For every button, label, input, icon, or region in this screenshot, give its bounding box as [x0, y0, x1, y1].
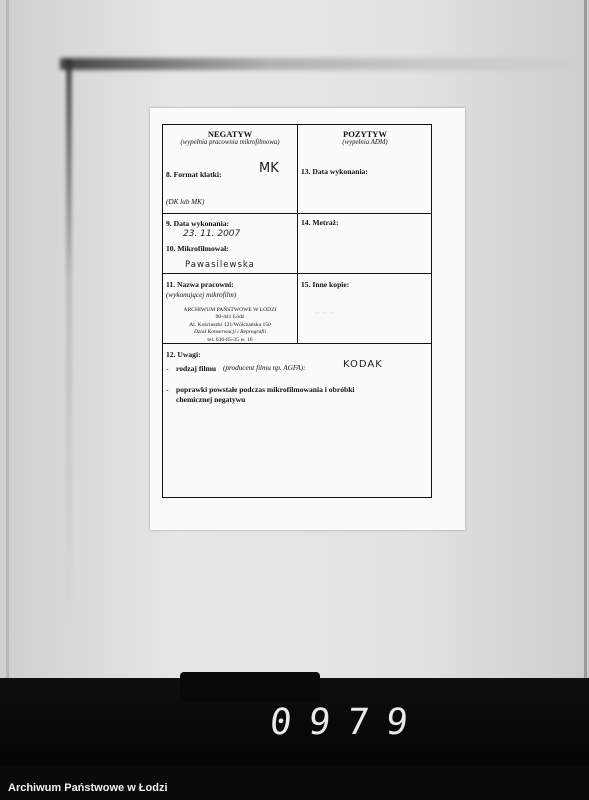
- stamp-line-3: Al. Kościuszki 121/Wólczańska 150: [189, 321, 271, 328]
- microfilm-form: [162, 124, 432, 498]
- frame-counter: 0979: [267, 702, 427, 743]
- stamp-line-4: Dział Konserwacji i Reprografii: [193, 329, 267, 336]
- field-8-note: (DK lub MK): [166, 198, 205, 206]
- stamp-line-5: tel. 636-85-35 w. 16: [207, 336, 253, 343]
- pozytyw-subtitle: (wypełnia ADM): [342, 139, 388, 146]
- film-type-note: (producent filmu np. AGFA):: [223, 364, 306, 372]
- film-shadow-left: [66, 60, 72, 620]
- corrections-text-cont: chemicznej negatywu: [176, 395, 246, 404]
- film-shadow-top: [60, 58, 580, 70]
- field-10-label: 10. Mikrofilmował:: [166, 244, 229, 253]
- film-type-label: rodzaj filmu: [176, 364, 217, 373]
- negatyw-subtitle: (wypełnia pracownia mikrofilmowa): [180, 139, 280, 146]
- stamp-line-2: 90-441 Łódź: [215, 314, 245, 321]
- stamp-line-1: ARCHIWUM PAŃSTWOWE W ŁODZI: [183, 307, 277, 313]
- archive-footer-label: Archiwum Państwowe w Łodzi: [8, 782, 168, 794]
- bleed-through-mark: ~ ~ ~: [315, 308, 335, 318]
- field-8-label: 8. Format klatki:: [166, 170, 222, 179]
- row-divider-1: [163, 213, 431, 214]
- film-notch: [180, 672, 320, 702]
- pozytyw-header: [297, 129, 433, 146]
- pozytyw-title: POZYTYW: [343, 129, 387, 139]
- field-11-note: (wykonującej mikrofilm): [166, 291, 237, 299]
- bullet-corrections: -: [166, 385, 169, 394]
- bullet-film: -: [166, 364, 169, 373]
- negatyw-title: NEGATYW: [207, 129, 253, 139]
- field-14-label: 14. Metraż:: [301, 218, 339, 227]
- left-crease: [6, 0, 9, 680]
- field-15-label: 15. Inne kopie:: [301, 280, 350, 289]
- right-crease: [584, 0, 587, 680]
- field-13-label: 13. Data wykonania:: [301, 167, 368, 176]
- corrections-text: poprawki powstałe podczas mikrofilmowania i obróbki: [176, 385, 355, 394]
- field-8-value: MK: [259, 161, 279, 176]
- negatyw-header: [163, 129, 297, 146]
- row-divider-2: [163, 273, 431, 274]
- field-10-value: Pawasilewska: [185, 260, 255, 270]
- field-11-label: 11. Nazwa pracowni:: [166, 280, 234, 289]
- field-12-label: 12. Uwagi:: [166, 350, 201, 359]
- field-9-value: 23. 11. 2007: [183, 229, 241, 239]
- field-9-label: 9. Data wykonania:: [166, 219, 230, 228]
- archive-stamp: [163, 307, 297, 344]
- film-type-value: KODAK: [343, 359, 383, 370]
- column-divider: [297, 125, 298, 343]
